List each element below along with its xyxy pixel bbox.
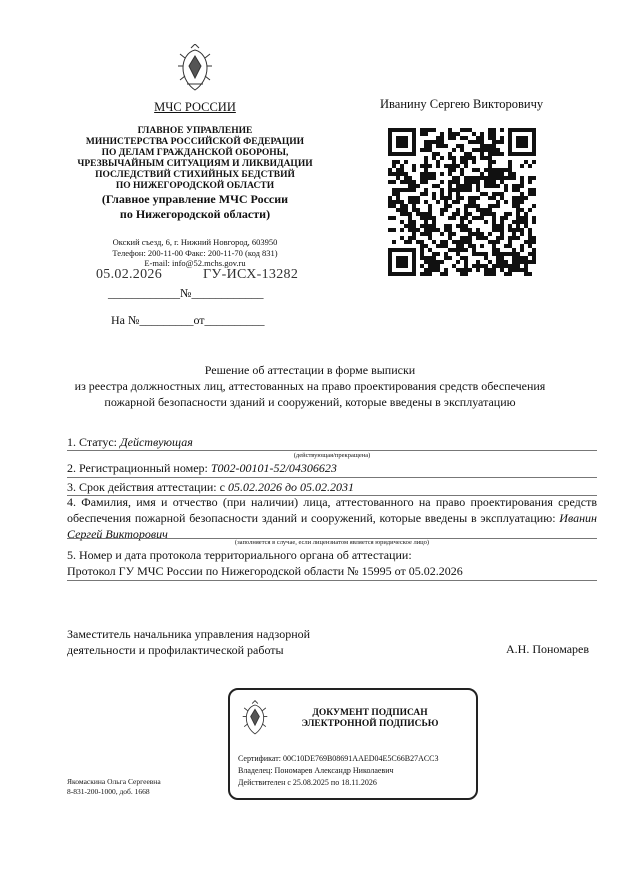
org-line: ГЛАВНОЕ УПРАВЛЕНИЕ xyxy=(137,126,253,136)
org-line: ЧРЕЗВЫЧАЙНЫМ СИТУАЦИЯМ И ЛИКВИДАЦИИ xyxy=(77,159,313,169)
org-abbrev-line: (Главное управление МЧС России xyxy=(101,192,289,206)
org-line: ПО НИЖЕГОРОДСКОЙ ОБЛАСТИ xyxy=(115,181,275,191)
mchs-emblem-icon xyxy=(177,44,213,92)
org-full-name xyxy=(70,126,320,192)
fio-hint: (заполняется в случае, если лицензиатом является юридическое лицо) xyxy=(234,539,430,546)
position-line: Заместитель начальника управления надзорной xyxy=(67,627,311,641)
executor-info xyxy=(67,777,161,797)
divider xyxy=(67,580,597,581)
executor-name: Якомаскина Ольга Сергеевна xyxy=(67,777,161,786)
reference-line: На №_________от__________ xyxy=(111,313,265,327)
reg-value: Т002-00101-52/04306623 xyxy=(210,461,337,475)
term-value: 05.02.2026 до 05.02.2031 xyxy=(227,480,355,494)
org-line: МИНИСТЕРСТВА РОССИЙСКОЙ ФЕДЕРАЦИИ xyxy=(85,137,305,147)
title-line: из реестра должностных лиц, аттестованных на право проектирования средств обеспечения xyxy=(74,379,546,393)
status-label: 1. Статус: xyxy=(67,435,120,449)
stamp-owner: Владелец: Пономарев Александр Николаевич xyxy=(238,766,394,775)
stamp-title-line: ЭЛЕКТРОННОЙ ПОДПИСЬЮ xyxy=(301,719,439,729)
mchs-emblem-icon xyxy=(242,700,268,736)
title-line: пожарной безопасности зданий и сооружений, которые введены в эксплуатацию xyxy=(104,395,516,409)
stamp-validity: Действителен с 25.08.2025 по 18.11.2026 xyxy=(238,778,377,787)
org-abbrev-line: по Нижегородской области) xyxy=(119,207,271,221)
phone-line: Телефон: 200-11-00 Факс: 200-11-70 (код 831) xyxy=(112,247,278,258)
recipient: Иванину Сергею Викторовичу xyxy=(380,97,544,111)
org-short-name: МЧС РОССИИ xyxy=(154,100,236,114)
e-signature-stamp xyxy=(228,688,478,800)
org-line: ПОСЛЕДСТВИЙ СТИХИЙНЫХ БЕДСТВИЙ xyxy=(95,170,295,180)
status-row xyxy=(67,434,597,450)
reg-number-row xyxy=(67,460,597,476)
document-date: 05.02.2026 xyxy=(96,267,162,282)
document-reg-number: ГУ-ИСХ-13282 xyxy=(203,267,299,282)
divider xyxy=(67,477,597,478)
email-line: E-mail: info@52.mchs.gov.ru xyxy=(144,258,246,268)
fio-value: Иванин Сергей Викторович xyxy=(67,511,597,541)
number-line: ____________№____________ xyxy=(108,286,264,300)
status-hint: (действующая/прекращена) xyxy=(293,452,371,459)
document-title xyxy=(60,362,560,410)
divider xyxy=(67,450,597,451)
address-line: Окский съезд, 6, г. Нижний Новгород, 603950 xyxy=(112,237,278,247)
qr-modules xyxy=(388,128,536,276)
term-label: 3. Срок действия аттестации: с xyxy=(67,480,228,494)
position-line: деятельности и профилактической работы xyxy=(67,643,284,657)
term-row xyxy=(67,479,597,495)
title-line: Решение об аттестации в форме выписки xyxy=(204,363,416,377)
executor-phone: 8-831-200-1000, доб. 1668 xyxy=(67,787,150,796)
stamp-certificate: Сертификат: 00C10DE769B08691AAED04E5C66B27ACC3 xyxy=(238,754,439,763)
stamp-title-line: ДОКУМЕНТ ПОДПИСАН xyxy=(312,708,428,718)
org-address xyxy=(80,237,310,269)
status-value: Действующая xyxy=(120,435,193,449)
fio-label: 4. Фамилия, имя и отчество (при наличии) лица, аттестованного на право проектирования средств обеспечения пожарной безопасности зданий и сооружений, которые введены в эксплуатацию: xyxy=(67,495,597,525)
protocol-label: 5. Номер и дата протокола территориального органа об аттестации: xyxy=(67,548,412,562)
protocol-value: Протокол ГУ МЧС России по Нижегородской области № 15995 от 05.02.2026 xyxy=(67,564,463,578)
org-line: ПО ДЕЛАМ ГРАЖДАНСКОЙ ОБОРОНЫ, xyxy=(101,148,289,158)
signer-position xyxy=(67,626,310,658)
signer-name: А.Н. Пономарев xyxy=(506,642,590,656)
fio-row xyxy=(67,494,597,542)
reg-label: 2. Регистрационный номер: xyxy=(67,461,211,475)
stamp-title xyxy=(275,708,465,730)
org-abbrev xyxy=(70,192,320,222)
qr-code-icon xyxy=(388,128,536,276)
